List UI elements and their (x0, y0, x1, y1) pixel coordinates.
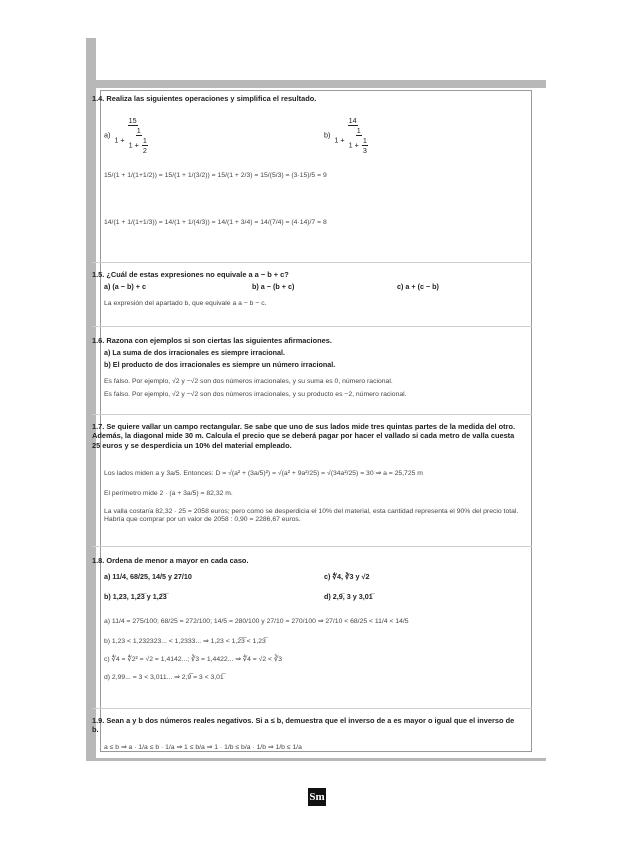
answer-b: Es falso. Por ejemplo, √2 y −√2 son dos números irracionales, y su producto es −2, número racional. (104, 391, 407, 398)
statement-b: b) El producto de dos irracionales es siempre un número irracional. (104, 360, 336, 369)
separator (92, 414, 532, 415)
publisher-logo: Sm (308, 788, 326, 806)
exercise-title: 1.8. Ordena de menor a mayor en cada caso. (92, 556, 249, 565)
exercise-1-4 (92, 94, 532, 226)
exercise-title: 1.6. Razona con ejemplos si son ciertas las siguientes afirmaciones. (92, 336, 332, 345)
item-d: d) 2,9̅, 3 y 3,01̅ (324, 592, 373, 601)
answer-line-2: El perímetro mide 2 · (a + 3a/5) = 82,32 m. (104, 490, 233, 497)
part-a (104, 116, 153, 155)
exercise-title: 1.9. Sean a y b dos números reales negativos. Si a ≤ b, demuestra que el inverso de a es mayor o igual que el inverso de b. (92, 716, 515, 735)
answer-b: 14/(1 + 1/(1+1/3)) = 14/(1 + 1/(4/3)) = 14/(1 + 3/4) = 14/(7/4) = (4·14)/7 = 8 (104, 219, 327, 226)
exercise-1-7 (92, 422, 532, 524)
part-label: b) (324, 130, 331, 140)
exercise-1-6 (92, 336, 532, 398)
answer-line-3: La valla costaría 82,32 · 25 = 2058 euros; pero como se desperdicia el 10% del material, esta cantidad representa el 90% del precio total. Habría que comprar por un valor de 2058 : 0,90 = 2286,67 euros. (104, 508, 519, 524)
exercise-1-5 (92, 270, 532, 307)
content-box (100, 90, 532, 752)
item-c: c) ∜4, ∛3 y √2 (324, 572, 370, 581)
answer-c: c) ∜4 = ∜2² = √2 = 1,4142...; ∛3 = 1,4422... ⇒ ∜4 = √2 < ∛3 (104, 656, 283, 663)
separator (92, 326, 532, 327)
option-c: c) a + (c − b) (397, 282, 439, 291)
answer-d: d) 2,99... = 3 < 3,011... ⇒ 2,9̅ = 3 < 3,01̅ (104, 674, 224, 681)
answer-a: a) 11/4 = 275/100; 68/25 = 272/100; 14/5 = 280/100 y 27/10 = 270/100 ⇒ 27/10 < 68/25 < 11/4 < 14/5 (104, 618, 409, 625)
answer-a: 15/(1 + 1/(1+1/2)) = 15/(1 + 1/(3/2)) = 15/(1 + 2/3) = 15/(5/3) = (3·15)/5 = 9 (104, 172, 327, 179)
answer-b: b) 1,23 < 1,232323... < 1,2333... ⇒ 1,23 < 1,2̅3̅ < 1,23̅ (104, 638, 266, 645)
exercise-1-9 (92, 716, 532, 751)
separator (92, 546, 532, 547)
exercise-1-8 (92, 556, 532, 681)
frame-bottom-bar (86, 758, 546, 761)
separator (92, 262, 532, 263)
option-b: b) a − (b + c) (252, 282, 295, 291)
option-a: a) (a − b) + c (104, 282, 146, 291)
separator (92, 708, 532, 709)
answer-a: Es falso. Por ejemplo, √2 y −√2 son dos números irracionales, y su suma es 0, número racional. (104, 378, 393, 385)
exercise-title: 1.7. Se quiere vallar un campo rectangular. Se sabe que uno de sus lados mide tres quintas partes de la medida del otro. Además, la diagonal mide 30 m. Calcula el precio que se deberá pagar por hacer el vallado si cada metro de valla cuesta 25 euros y se desperdicia un 10% del material empleado. (92, 422, 516, 450)
answer: a ≤ b ⇒ a · 1/a ≤ b · 1/a ⇒ 1 ≤ b/a ⇒ 1 · 1/b ≤ b/a · 1/b ⇒ 1/b ≤ 1/a (104, 744, 302, 751)
exercise-title: 1.4. Realiza las siguientes operaciones y simplifica el resultado. (92, 94, 317, 103)
frame-left-bar (86, 80, 96, 760)
item-a: a) 11/4, 68/25, 14/5 y 27/10 (104, 572, 192, 581)
frame-head-bar (86, 80, 546, 88)
item-b: b) 1,23, 1,2̅3̅ y 1,2̅3̅ (104, 592, 167, 601)
part-b (324, 116, 373, 155)
statement-a: a) La suma de dos irracionales es siempre irracional. (104, 348, 285, 357)
part-label: a) (104, 130, 111, 140)
exercise-title: 1.5. ¿Cuál de estas expresiones no equivale a a − b + c? (92, 270, 289, 279)
fraction: 14 1 + 1 1 + $\frac{1}{3}$ (334, 116, 367, 155)
fraction: 15 1 + 1 1 + $\frac{1}{2}$ (114, 116, 147, 155)
answer-line-1: Los lados miden a y 3a/5. Entonces: D = √(a² + (3a/5)²) = √(a² + 9a²/25) = √(34a²/25) = 30 ⇒ a = 25,725 m (104, 470, 423, 477)
answer: La expresión del apartado b, que equivale a a − b − c. (104, 300, 267, 307)
